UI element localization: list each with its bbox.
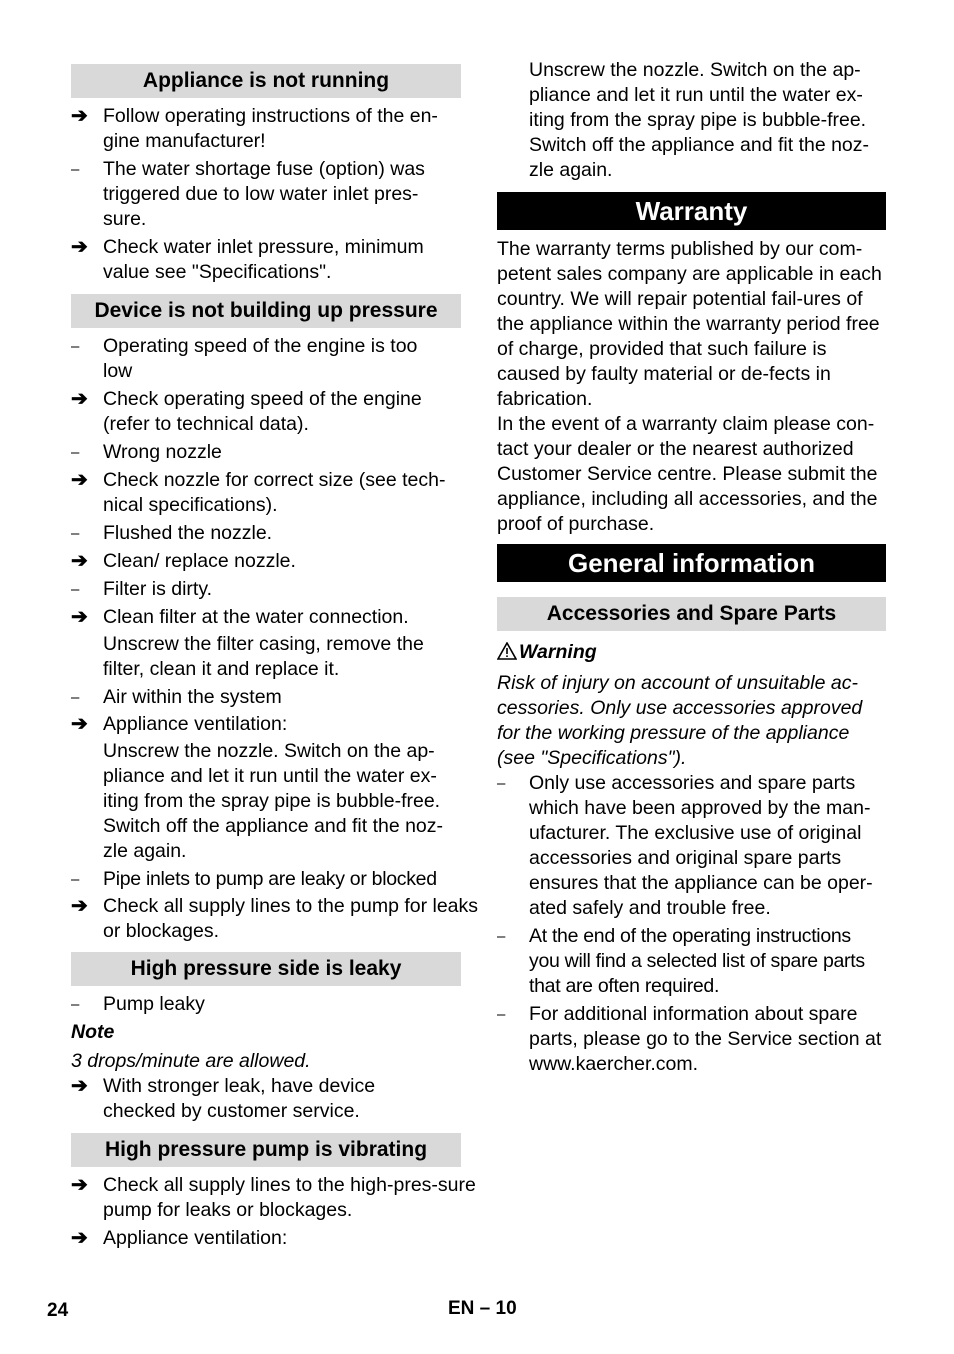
- arrow-icon: ➔: [71, 388, 88, 410]
- list-item: [71, 521, 461, 546]
- warranty-paragraph: The warranty terms published by our com-petent sales company are applicable in each country. We will repair potential fail-ures of the appliance within the warranty period free of charge, provided that such failure is caused by faulty material or de-fects in fabrication.: [497, 238, 882, 410]
- item-text: Flushed the nozzle.: [103, 522, 273, 544]
- section-heading: High pressure pump is vibrating: [71, 1133, 461, 1167]
- list-item: [71, 549, 461, 574]
- dash-marker: –: [71, 338, 80, 355]
- item-text: Check water inlet pressure, minimum value see "Specifications".: [103, 236, 424, 283]
- item-text: Check nozzle for correct size (see tech-nical specifications).: [103, 469, 446, 516]
- list-item: [497, 924, 884, 999]
- list-item: [71, 334, 443, 384]
- item-text: Only use accessories and spare parts which have been approved by the man-ufacturer. The exclusive use of original accessories and original spare parts ensures that the appliance can be oper-ated safely and trouble free.: [529, 772, 873, 919]
- item-text: Pipe inlets to pump are leaky or blocked: [103, 868, 437, 890]
- item-continuation: Unscrew the nozzle. Switch on the ap-pliance and let it run until the water ex-iting from the spray pipe is bubble-free. Switch off the appliance and fit the noz-zle again.: [529, 59, 870, 181]
- warning-text: Risk of injury on account of unsuitable ac-cessories. Only use accessories approved for the working pressure of the appliance (see "Specifications").: [497, 672, 863, 769]
- item-text: At the end of the operating instructions you will find a selected list of spare parts that are often required.: [529, 925, 865, 997]
- item-continuation: Unscrew the filter casing, remove the filter, clean it and replace it.: [103, 633, 424, 680]
- list-item: [71, 235, 453, 285]
- list-item: [71, 387, 449, 437]
- dash-marker: –: [71, 581, 80, 598]
- warning-label: [497, 640, 886, 667]
- dash-marker: –: [497, 1006, 506, 1023]
- left-column: [71, 64, 479, 1251]
- arrow-icon: ➔: [71, 895, 88, 917]
- dash-marker: –: [71, 871, 80, 888]
- section-heading: Appliance is not running: [71, 64, 461, 98]
- section-heading: High pressure side is leaky: [71, 952, 461, 986]
- arrow-icon: ➔: [71, 713, 88, 735]
- list-item: [71, 685, 461, 710]
- list-item: [71, 1074, 433, 1124]
- arrow-icon: ➔: [71, 236, 88, 258]
- list-item: [71, 1226, 461, 1251]
- warning-label-text: Warning: [519, 641, 597, 663]
- chapter-heading: Warranty: [497, 192, 886, 230]
- item-text: With stronger leak, have device checked by customer service.: [103, 1075, 376, 1122]
- item-continuation: Unscrew the nozzle. Switch on the ap-pliance and let it run until the water ex-iting from the spray pipe is bubble-free. Switch off the appliance and fit the noz-zle again.: [103, 740, 444, 862]
- note-text: 3 drops/minute are allowed.: [71, 1050, 311, 1072]
- list-item: [497, 1002, 884, 1077]
- right-column: [497, 58, 886, 1077]
- list-item: [71, 577, 461, 602]
- arrow-icon: ➔: [71, 105, 88, 127]
- note-label: Note: [71, 1021, 115, 1043]
- arrow-icon: ➔: [71, 1227, 88, 1249]
- chapter-heading: General information: [497, 544, 886, 582]
- section-heading: Accessories and Spare Parts: [497, 597, 886, 631]
- warranty-paragraph: In the event of a warranty claim please con-tact your dealer or the nearest authorized Customer Service centre. Please submit the appliance, including all accessories, and the proof of purchase.: [497, 413, 878, 535]
- item-text: Clean filter at the water connection.: [103, 606, 409, 628]
- dash-marker: –: [497, 775, 506, 792]
- warning-triangle-icon: [497, 642, 519, 667]
- item-text: The water shortage fuse (option) was triggered due to low water inlet pres-sure.: [103, 158, 425, 230]
- dash-marker: –: [71, 444, 80, 461]
- list-item: [71, 468, 473, 518]
- list-item: [71, 605, 461, 630]
- list-item: [71, 157, 449, 232]
- dash-marker: –: [71, 525, 80, 542]
- item-text: Appliance ventilation:: [103, 1227, 288, 1249]
- item-text: Wrong nozzle: [103, 441, 222, 463]
- list-item: [71, 104, 461, 154]
- arrow-icon: ➔: [71, 1174, 88, 1196]
- list-item: [497, 771, 887, 921]
- list-item: [71, 894, 488, 944]
- item-text: Clean/ replace nozzle.: [103, 550, 296, 572]
- item-text: Check all supply lines to the pump for leaks or blockages.: [103, 895, 479, 942]
- list-item: [71, 440, 461, 465]
- language-page-label: EN – 10: [448, 1298, 517, 1319]
- arrow-icon: ➔: [71, 550, 88, 572]
- list-item: [71, 712, 461, 737]
- item-text: Follow operating instructions of the en-gine manufacturer!: [103, 105, 438, 152]
- item-text: Filter is dirty.: [103, 578, 213, 600]
- list-item: [71, 992, 461, 1017]
- dash-marker: –: [71, 689, 80, 706]
- item-text: Air within the system: [103, 686, 282, 708]
- item-text: Check all supply lines to the high-pres-sure pump for leaks or blockages.: [103, 1174, 476, 1221]
- section-heading: Device is not building up pressure: [71, 294, 461, 328]
- list-item: [71, 1173, 493, 1223]
- item-text: Operating speed of the engine is too low: [103, 335, 418, 382]
- page-number: 24: [47, 1300, 69, 1321]
- dash-marker: –: [497, 928, 506, 945]
- item-text: Appliance ventilation:: [103, 713, 288, 735]
- item-text: Pump leaky: [103, 993, 205, 1015]
- list-item: [71, 867, 498, 892]
- dash-marker: –: [71, 161, 80, 178]
- arrow-icon: ➔: [71, 606, 88, 628]
- item-text: For additional information about spare parts, please go to the Service section at www.kaercher.com.: [529, 1003, 882, 1075]
- dash-marker: –: [71, 996, 80, 1013]
- arrow-icon: ➔: [71, 469, 88, 491]
- arrow-icon: ➔: [71, 1075, 88, 1097]
- item-text: Check operating speed of the engine (refer to technical data).: [103, 388, 422, 435]
